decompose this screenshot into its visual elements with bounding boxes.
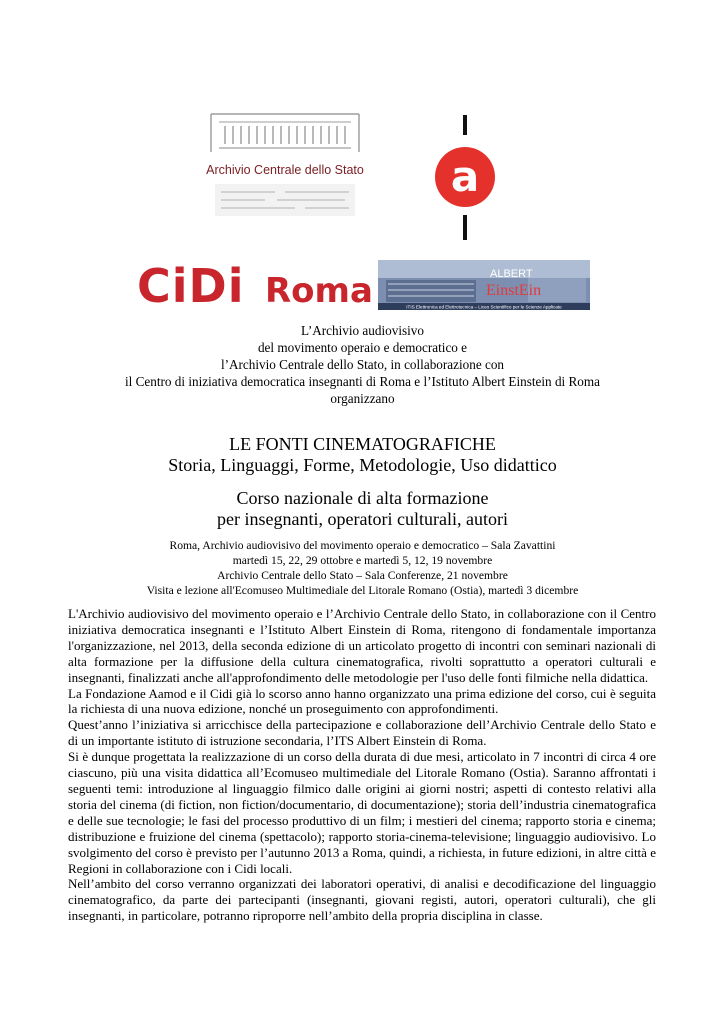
event-details (40, 538, 685, 598)
paragraph: L'Archivio audiovisivo del movimento operaio e l’Archivio Centrale dello Stato, in collaborazione con il Centro iniziativa democratica insegnanti e l’Istituto Albert Einstein di Roma, ritengono di fondamentale importanza l'organizzazione, nel 2013, della seconda edizione di un articolato progetto di incontri con seminari nazionali di alta formazione per la diffusione della cultura cinematografica, rivolti soprattutto a operatori culturali e insegnanti, finalizzati anche all'approfondimento delle metodologie per l'uso delle fonti filmiche nella didattica. (68, 606, 656, 685)
title-line: Storia, Linguaggi, Forme, Metodologie, Uso didattico (168, 455, 557, 475)
einstein-footer: ITIS Elettronica ed Elettrotecnica – Liceo Scientifico per le Scienze Applicate (406, 304, 562, 310)
details-line: Roma, Archivio audiovisivo del movimento operaio e democratico – Sala Zavattini (169, 539, 556, 552)
intro-line: del movimento operaio e democratico e (257, 340, 468, 355)
body-text (68, 606, 656, 924)
acs-caption: Archivio Centrale dello Stato (206, 163, 364, 177)
paragraph: Quest’anno l’iniziativa si arricchisce della partecipazione e collaborazione dell’Archivio Centrale dello Stato e di un importante istituto di istruzione secondaria, l’ITS Albert Einstein di Roma. (68, 717, 656, 749)
logo-area (0, 0, 725, 320)
details-line: Visita e lezione all'Ecomuseo Multimediale del Litorale Romano (Ostia), martedì 3 dicembre (146, 584, 579, 597)
details-line: martedì 15, 22, 29 ottobre e martedì 5, 12, 19 novembre (232, 554, 493, 567)
document-title (40, 434, 685, 476)
paragraph: Nell’ambito del corso verranno organizzati dei laboratori operativi, di analisi e decodificazione del linguaggio cinematografico, da parte dei partecipanti (insegnanti, giovani registi, autori, operatori culturali), che gli insegnanti, in particolare, potranno riproporre nell’ambito della propria disciplina in classe. (68, 876, 656, 924)
subtitle-line: Corso nazionale di alta formazione (236, 488, 489, 508)
subtitle-line: per insegnanti, operatori culturali, autori (217, 509, 508, 529)
intro-line: L’Archivio audiovisivo (301, 323, 424, 338)
title-line: LE FONTI CINEMATOGRAFICHE (229, 434, 496, 454)
einstein-word2: EinstEin (486, 282, 542, 299)
intro-line: il Centro di iniziativa democratica insegnanti di Roma e l’Istituto Albert Einstein di Roma (124, 374, 600, 389)
details-line: Archivio Centrale dello Stato – Sala Conferenze, 21 novembre (217, 569, 508, 582)
roma-text: Roma (265, 271, 373, 310)
archivio-centrale-logo (205, 112, 365, 222)
einstein-word1: ALBERT (490, 268, 533, 280)
intro-line: l’Archivio Centrale dello Stato, in collaborazione con (220, 357, 505, 372)
aamod-logo (430, 115, 500, 240)
albert-einstein-logo (378, 260, 590, 310)
aamod-letter: a (450, 152, 480, 201)
intro-line: organizzano (330, 391, 395, 406)
paragraph: Si è dunque progettata la realizzazione di un corso della durata di due mesi, articolato in 7 incontri di circa 4 ore ciascuno, più una visita didattica all’Ecomuseo multimediale del Litorale Romano (Ostia). Saranno affrontati i seguenti temi: introduzione al linguaggio filmico dalle origini ai giorni nostri; aspetti di contesto relativi alla storia del cinema (di fiction, non fiction/documentario, di documentazione); storia dell’industria cinematografica e delle sue tecnologie; le fasi del processo produttivo di un film; i mestieri del cinema; rapporto storia e cinema; distribuzione e fruizione del cinema (spettacolo); rapporto storia-cinema-televisione; linguaggio audiovisivo. Lo svolgimento del corso è previsto per l’autunno 2013 a Roma, quindi, a richiesta, in future edizioni, in altre città e Regioni in collaborazione con i Cidi locali. (68, 749, 656, 876)
intro-block (40, 322, 685, 407)
paragraph: La Fondazione Aamod e il Cidi già lo scorso anno hanno organizzato una prima edizione del corso, cui è seguita la richiesta di una nuova edizione, nonché un proseguimento con approfondimenti. (68, 685, 656, 717)
document-subtitle (40, 488, 685, 530)
cidi-text: CiDi (137, 259, 245, 310)
cidi-roma-logo (135, 258, 377, 310)
